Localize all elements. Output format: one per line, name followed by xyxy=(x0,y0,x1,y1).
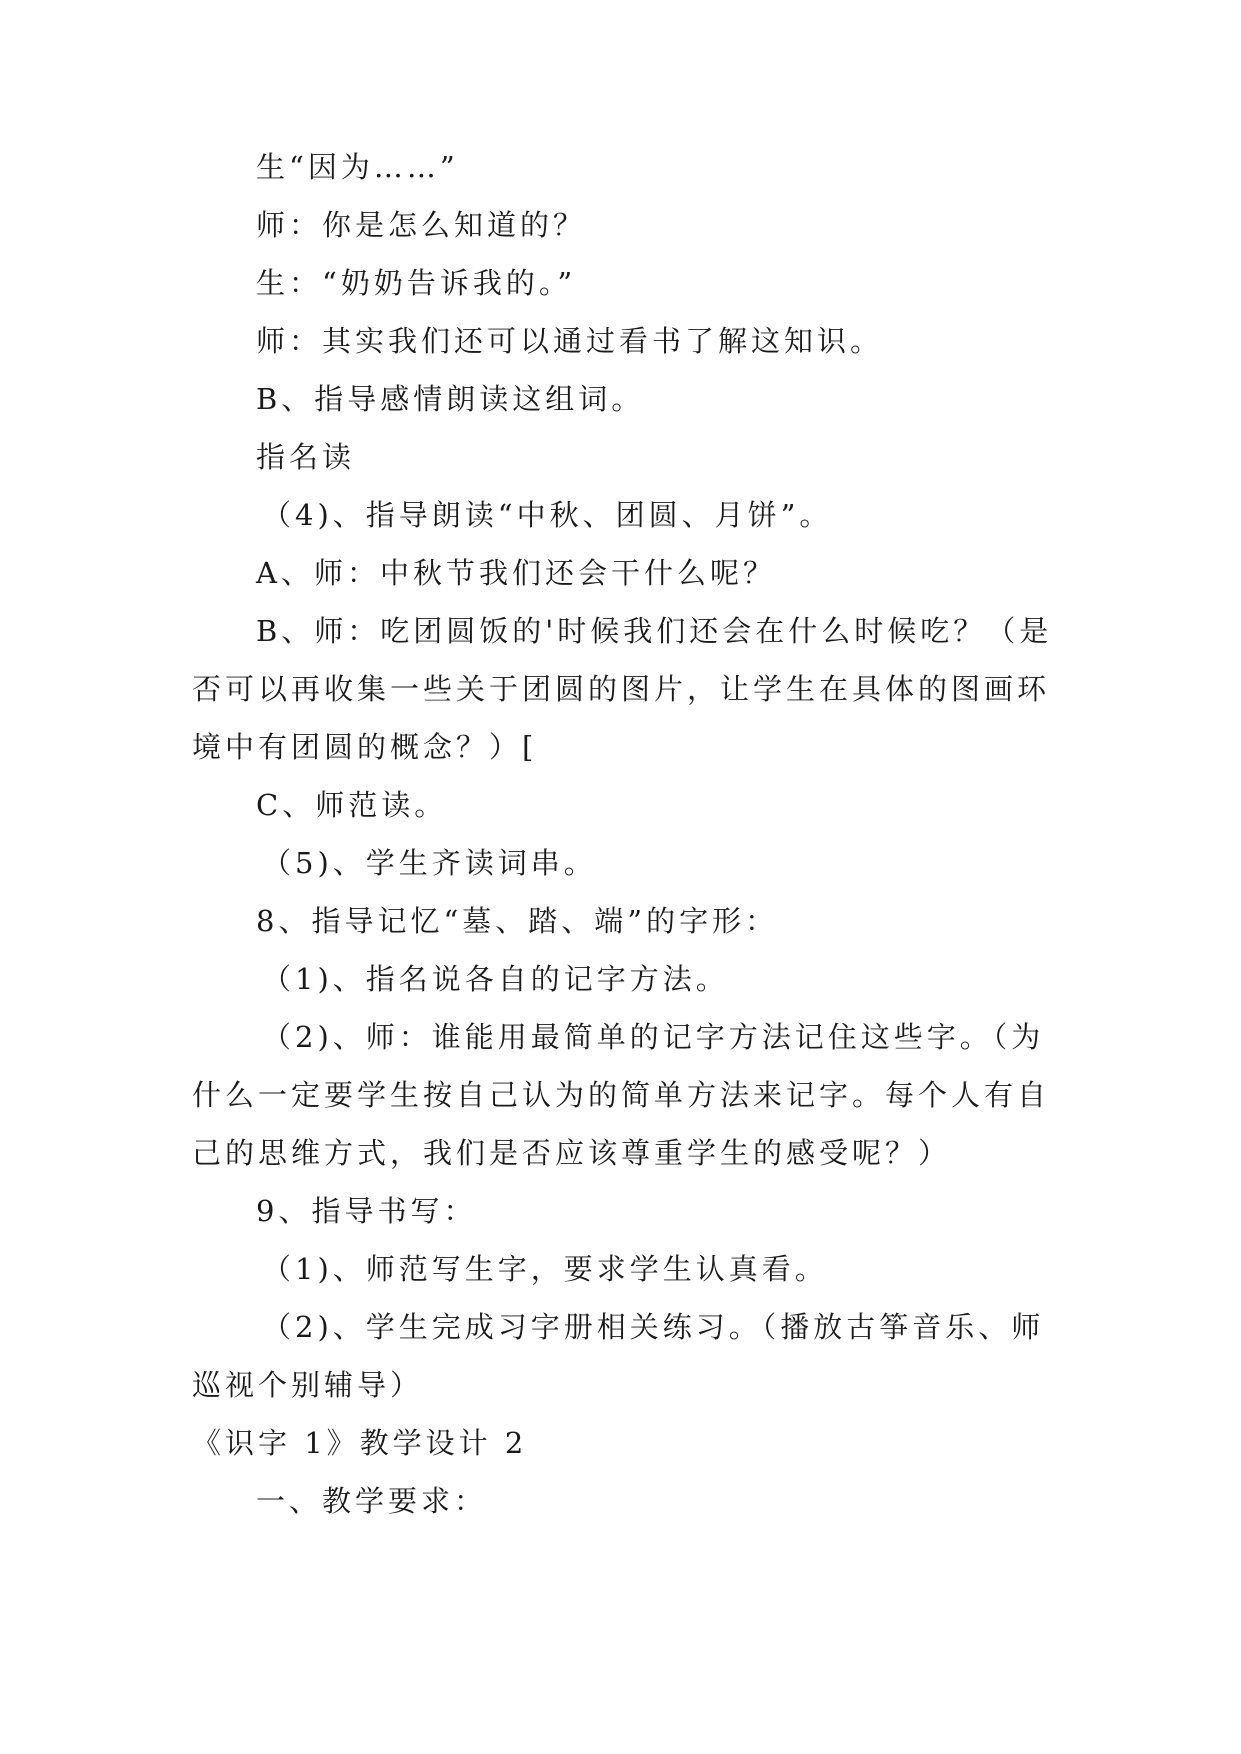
text-line: 一、教学要求： xyxy=(256,1484,488,1518)
text-line: A、师：中秋节我们还会干什么呢？ xyxy=(256,556,776,590)
text-line: C、师范读。 xyxy=(256,788,448,822)
text-line: 境中有团圆的概念？）[ xyxy=(192,730,538,764)
text-line: （1)、师范写生字，要求学生认真看。 xyxy=(262,1252,828,1286)
text-line: （2)、学生完成习字册相关练习。（播放古筝音乐、师 xyxy=(262,1310,1045,1344)
text-line: （5)、学生齐读词串。 xyxy=(262,846,597,880)
text-line: 什么一定要学生按自己认为的简单方法来记字。每个人有自 xyxy=(192,1078,1051,1112)
section-title: 《识字 1》教学设计 2 xyxy=(192,1426,528,1460)
text-line: 生：“奶奶告诉我的。” xyxy=(256,266,577,300)
text-line: 巡视个别辅导） xyxy=(192,1368,424,1402)
text-line: 否可以再收集一些关于团圆的图片，让学生在具体的图画环 xyxy=(192,672,1051,706)
text-line: 生“因为……” xyxy=(256,150,459,184)
text-line: 9、指导书写： xyxy=(256,1194,477,1228)
text-line: 师：其实我们还可以通过看书了解这知识。 xyxy=(256,324,884,358)
text-line: 己的思维方式，我们是否应该尊重学生的感受呢？） xyxy=(192,1136,952,1170)
text-line: B、师：吃团圆饭的'时候我们还会在什么时候吃？（是 xyxy=(256,614,1053,648)
text-line: （4)、指导朗读“中秋、团圆、月饼”。 xyxy=(262,498,833,532)
text-line: 8、指导记忆“墓、踏、端”的字形： xyxy=(256,904,779,938)
text-line: 指名读 xyxy=(256,440,356,474)
text-line: （1)、指名说各自的记字方法。 xyxy=(262,962,729,996)
text-line: B、指导感情朗读这组词。 xyxy=(256,382,645,416)
text-line: （2)、师：谁能用最简单的记字方法记住这些字。（为 xyxy=(262,1020,1045,1054)
text-line: 师：你是怎么知道的？ xyxy=(256,208,587,242)
